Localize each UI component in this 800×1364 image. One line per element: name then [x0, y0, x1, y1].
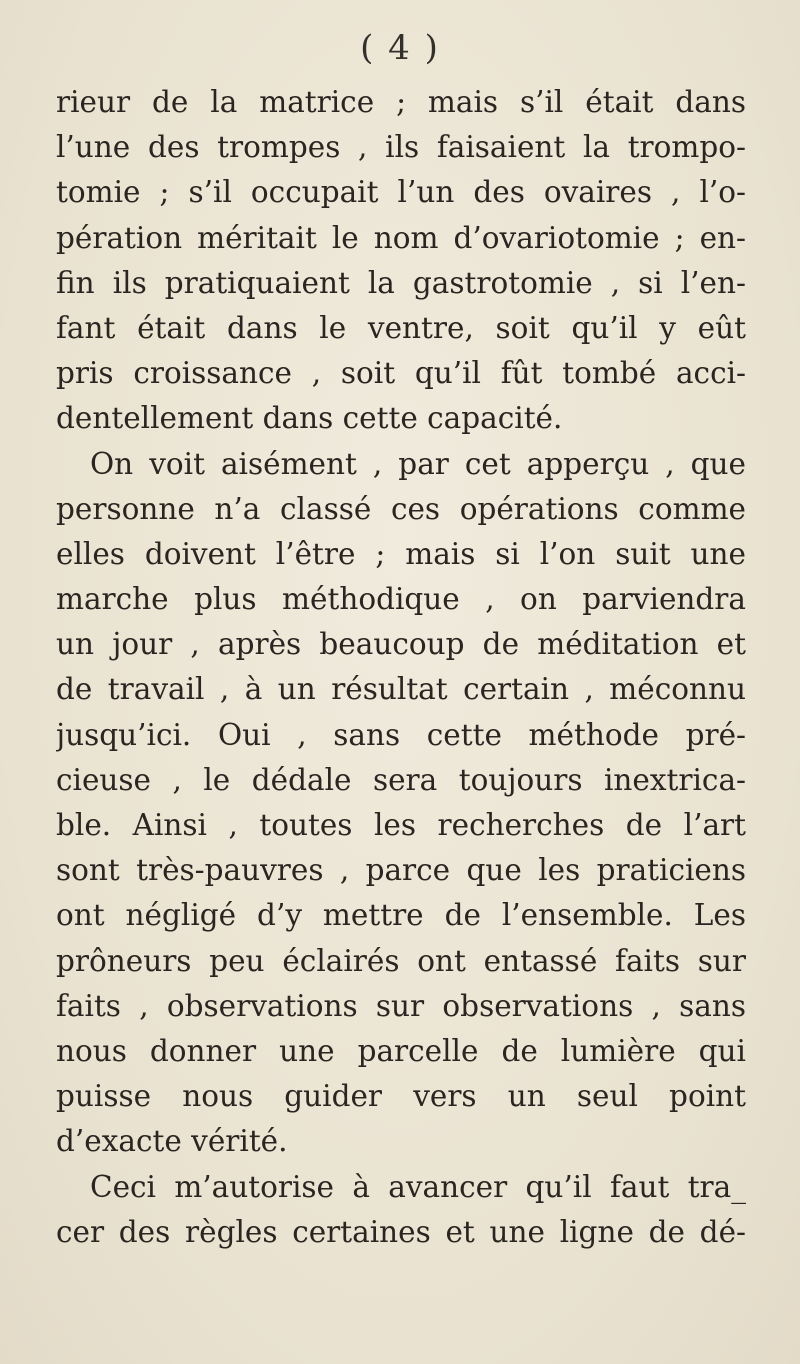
text-line: faits , observations sur observations , sans — [56, 988, 746, 1023]
body-text — [56, 80, 746, 1255]
text-line: fin ils pratiquaient la gastrotomie , si l’en- — [56, 265, 746, 300]
text-line: fant était dans le ventre, soit qu’il y eût — [56, 310, 746, 345]
text-line: cieuse , le dédale sera toujours inextrica- — [56, 762, 746, 797]
text-line: personne n’a classé ces opérations comme — [56, 491, 746, 526]
text-line: nous donner une parcelle de lumière qui — [56, 1033, 746, 1068]
text-line: prôneurs peu éclairés ont entassé faits sur — [56, 943, 746, 978]
text-line: puisse nous guider vers un seul point — [56, 1079, 746, 1114]
text-line: un jour , après beaucoup de méditation et — [56, 627, 746, 662]
text-line: pris croissance , soit qu’il fût tombé acci- — [56, 356, 746, 391]
text-line: On voit aisément , par cet apperçu , que — [90, 446, 746, 481]
text-line: de travail , à un résultat certain , méconnu — [56, 672, 746, 707]
text-line: d’exacte vérité. — [56, 1124, 288, 1159]
text-line: elles doivent l’être ; mais si l’on suit une — [56, 536, 746, 571]
text-line: tomie ; s’il occupait l’un des ovaires , l’o- — [56, 175, 746, 210]
page-number: ( 4 ) — [360, 28, 440, 68]
text-line: ble. Ainsi , toutes les recherches de l’art — [56, 808, 746, 842]
text-line: l’une des trompes , ils faisaient la trompo- — [56, 130, 746, 165]
text-line: dentellement dans cette capacité. — [56, 401, 563, 436]
text-line: jusqu’ici. Oui , sans cette méthode pré- — [56, 717, 746, 752]
text-line: cer des règles certaines et une ligne de dé- — [56, 1214, 746, 1249]
text-line: Ceci m’autorise à avancer qu’il faut tra_ — [90, 1169, 746, 1204]
text-line: rieur de la matrice ; mais s’il était dans — [56, 85, 746, 119]
text-line: ont négligé d’y mettre de l’ensemble. Les — [56, 898, 746, 933]
text-line: sont très-pauvres , parce que les praticiens — [56, 853, 746, 888]
text-line: marche plus méthodique , on parviendra — [56, 582, 746, 617]
text-line: pération méritait le nom d’ovariotomie ; en- — [56, 220, 746, 255]
